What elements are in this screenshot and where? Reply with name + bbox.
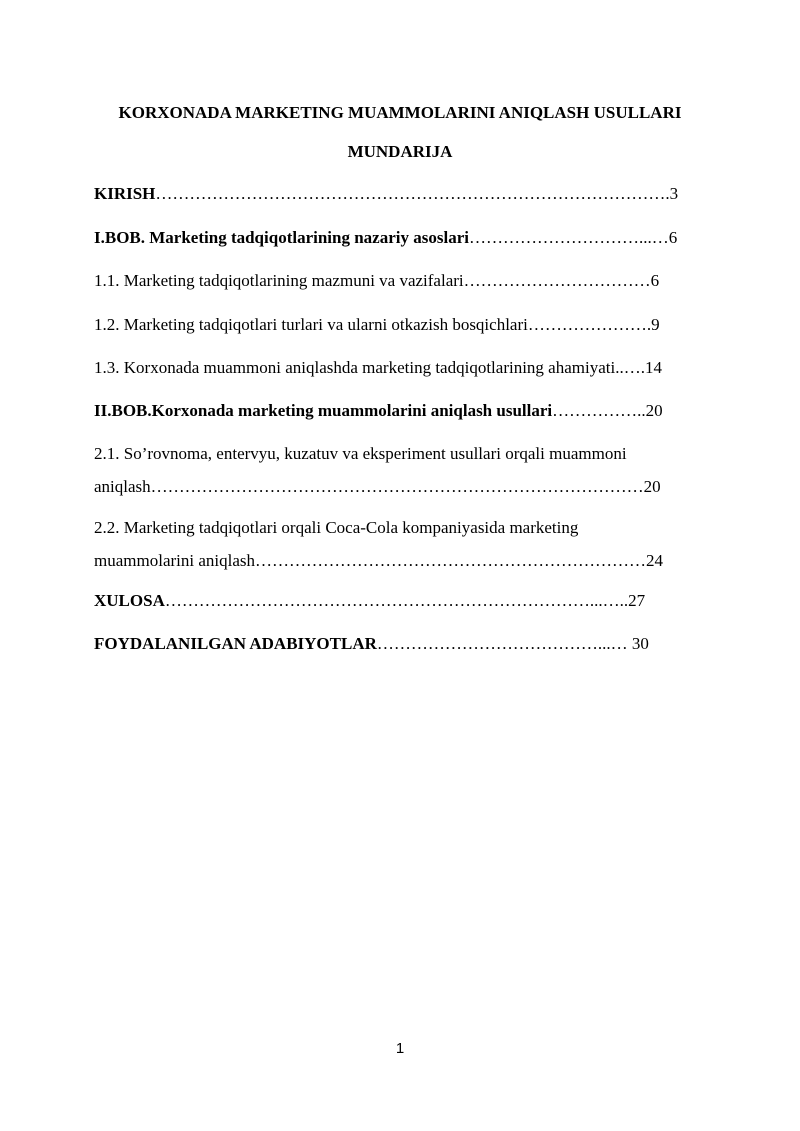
toc-entry-title: XULOSA <box>94 591 165 610</box>
toc-entry-page: 20 <box>643 477 661 496</box>
toc-entry-title-line1: 2.1. So’rovnoma, entervyu, kuzatuv va eksperiment usullari orqali muammoni <box>94 444 627 463</box>
toc-entry-page: 24 <box>646 551 663 570</box>
toc-entry-title-line2-row <box>94 551 726 571</box>
toc-entry-title: KIRISH <box>94 184 156 203</box>
toc-entry-leader: …………………………………………………………………………… <box>150 477 644 496</box>
toc-entry-title: 1.2. Marketing tadqiqotlari turlari va ularni otkazish bosqichlari <box>94 315 528 334</box>
toc-entry-title: FOYDALANILGAN ADABIYOTLAR <box>94 634 377 653</box>
toc-entry-page: 20 <box>645 401 663 420</box>
toc-entry-title-line2: aniqlash <box>94 477 151 496</box>
toc-entry-leader: …………………………………………………………………...….. <box>164 591 629 610</box>
toc-entry-page: 30 <box>631 634 649 653</box>
toc-entry-page: 9 <box>651 315 660 334</box>
toc-entry-bob2 <box>94 401 726 421</box>
page-number: 1 <box>395 1040 405 1057</box>
toc-entry-title: II.BOB.Korxonada marketing muammolarini aniqlash usullari <box>94 401 553 420</box>
toc-entry-leader: …………….. <box>552 401 646 420</box>
toc-entry-1-1 <box>94 271 726 291</box>
toc-entry-title-line2-row <box>94 477 726 497</box>
toc-entry-title-line1: 2.2. Marketing tadqiqotlari orqali Coca-Cola kompaniyasida marketing <box>94 518 579 537</box>
toc-entry-bob1 <box>94 228 726 248</box>
toc-entry-xulosa <box>94 591 726 611</box>
toc-entry-1-3 <box>94 358 726 378</box>
toc-entry-page: 6 <box>650 271 660 290</box>
toc-entry-title: 1.1. Marketing tadqiqotlarining mazmuni va vazifalari <box>94 271 464 290</box>
toc-entry-leader: ………………………………………………………………………………. <box>155 184 670 203</box>
toc-entry-page: 6 <box>668 228 678 247</box>
toc-entry-1-2 <box>94 315 726 335</box>
toc-entry-leader: …………………………………………………………… <box>255 551 646 570</box>
toc-entry-2-2 <box>94 518 726 571</box>
toc-entry-page: 3 <box>669 184 679 203</box>
toc-entry-leader: …. <box>623 358 645 377</box>
toc-entry-adabiyotlar <box>94 634 726 654</box>
toc-entry-leader: …………………. <box>527 315 652 334</box>
toc-entry-kirish <box>94 184 726 204</box>
toc-entry-title-line2: muammolarini aniqlash <box>94 551 255 570</box>
toc-entry-2-1 <box>94 444 726 497</box>
toc-entry-leader: …………………………...… <box>468 228 669 247</box>
toc-heading: MUNDARIJA <box>347 142 453 161</box>
toc-entry-title: I.BOB. Marketing tadqiqotlarining nazariy asoslari <box>94 228 469 247</box>
toc-entry-title: 1.3. Korxonada muammoni aniqlashda marketing tadqiqotlarining ahamiyati.. <box>94 358 624 377</box>
toc-entry-leader: …………………………… <box>463 271 651 290</box>
toc-entry-leader: …………………………………...… <box>376 634 632 653</box>
toc-entry-page: 14 <box>644 358 662 377</box>
document-title: KORXONADA MARKETING MUAMMOLARINI ANIQLASH USULLARI <box>118 103 682 122</box>
toc-entry-page: 27 <box>628 591 646 610</box>
